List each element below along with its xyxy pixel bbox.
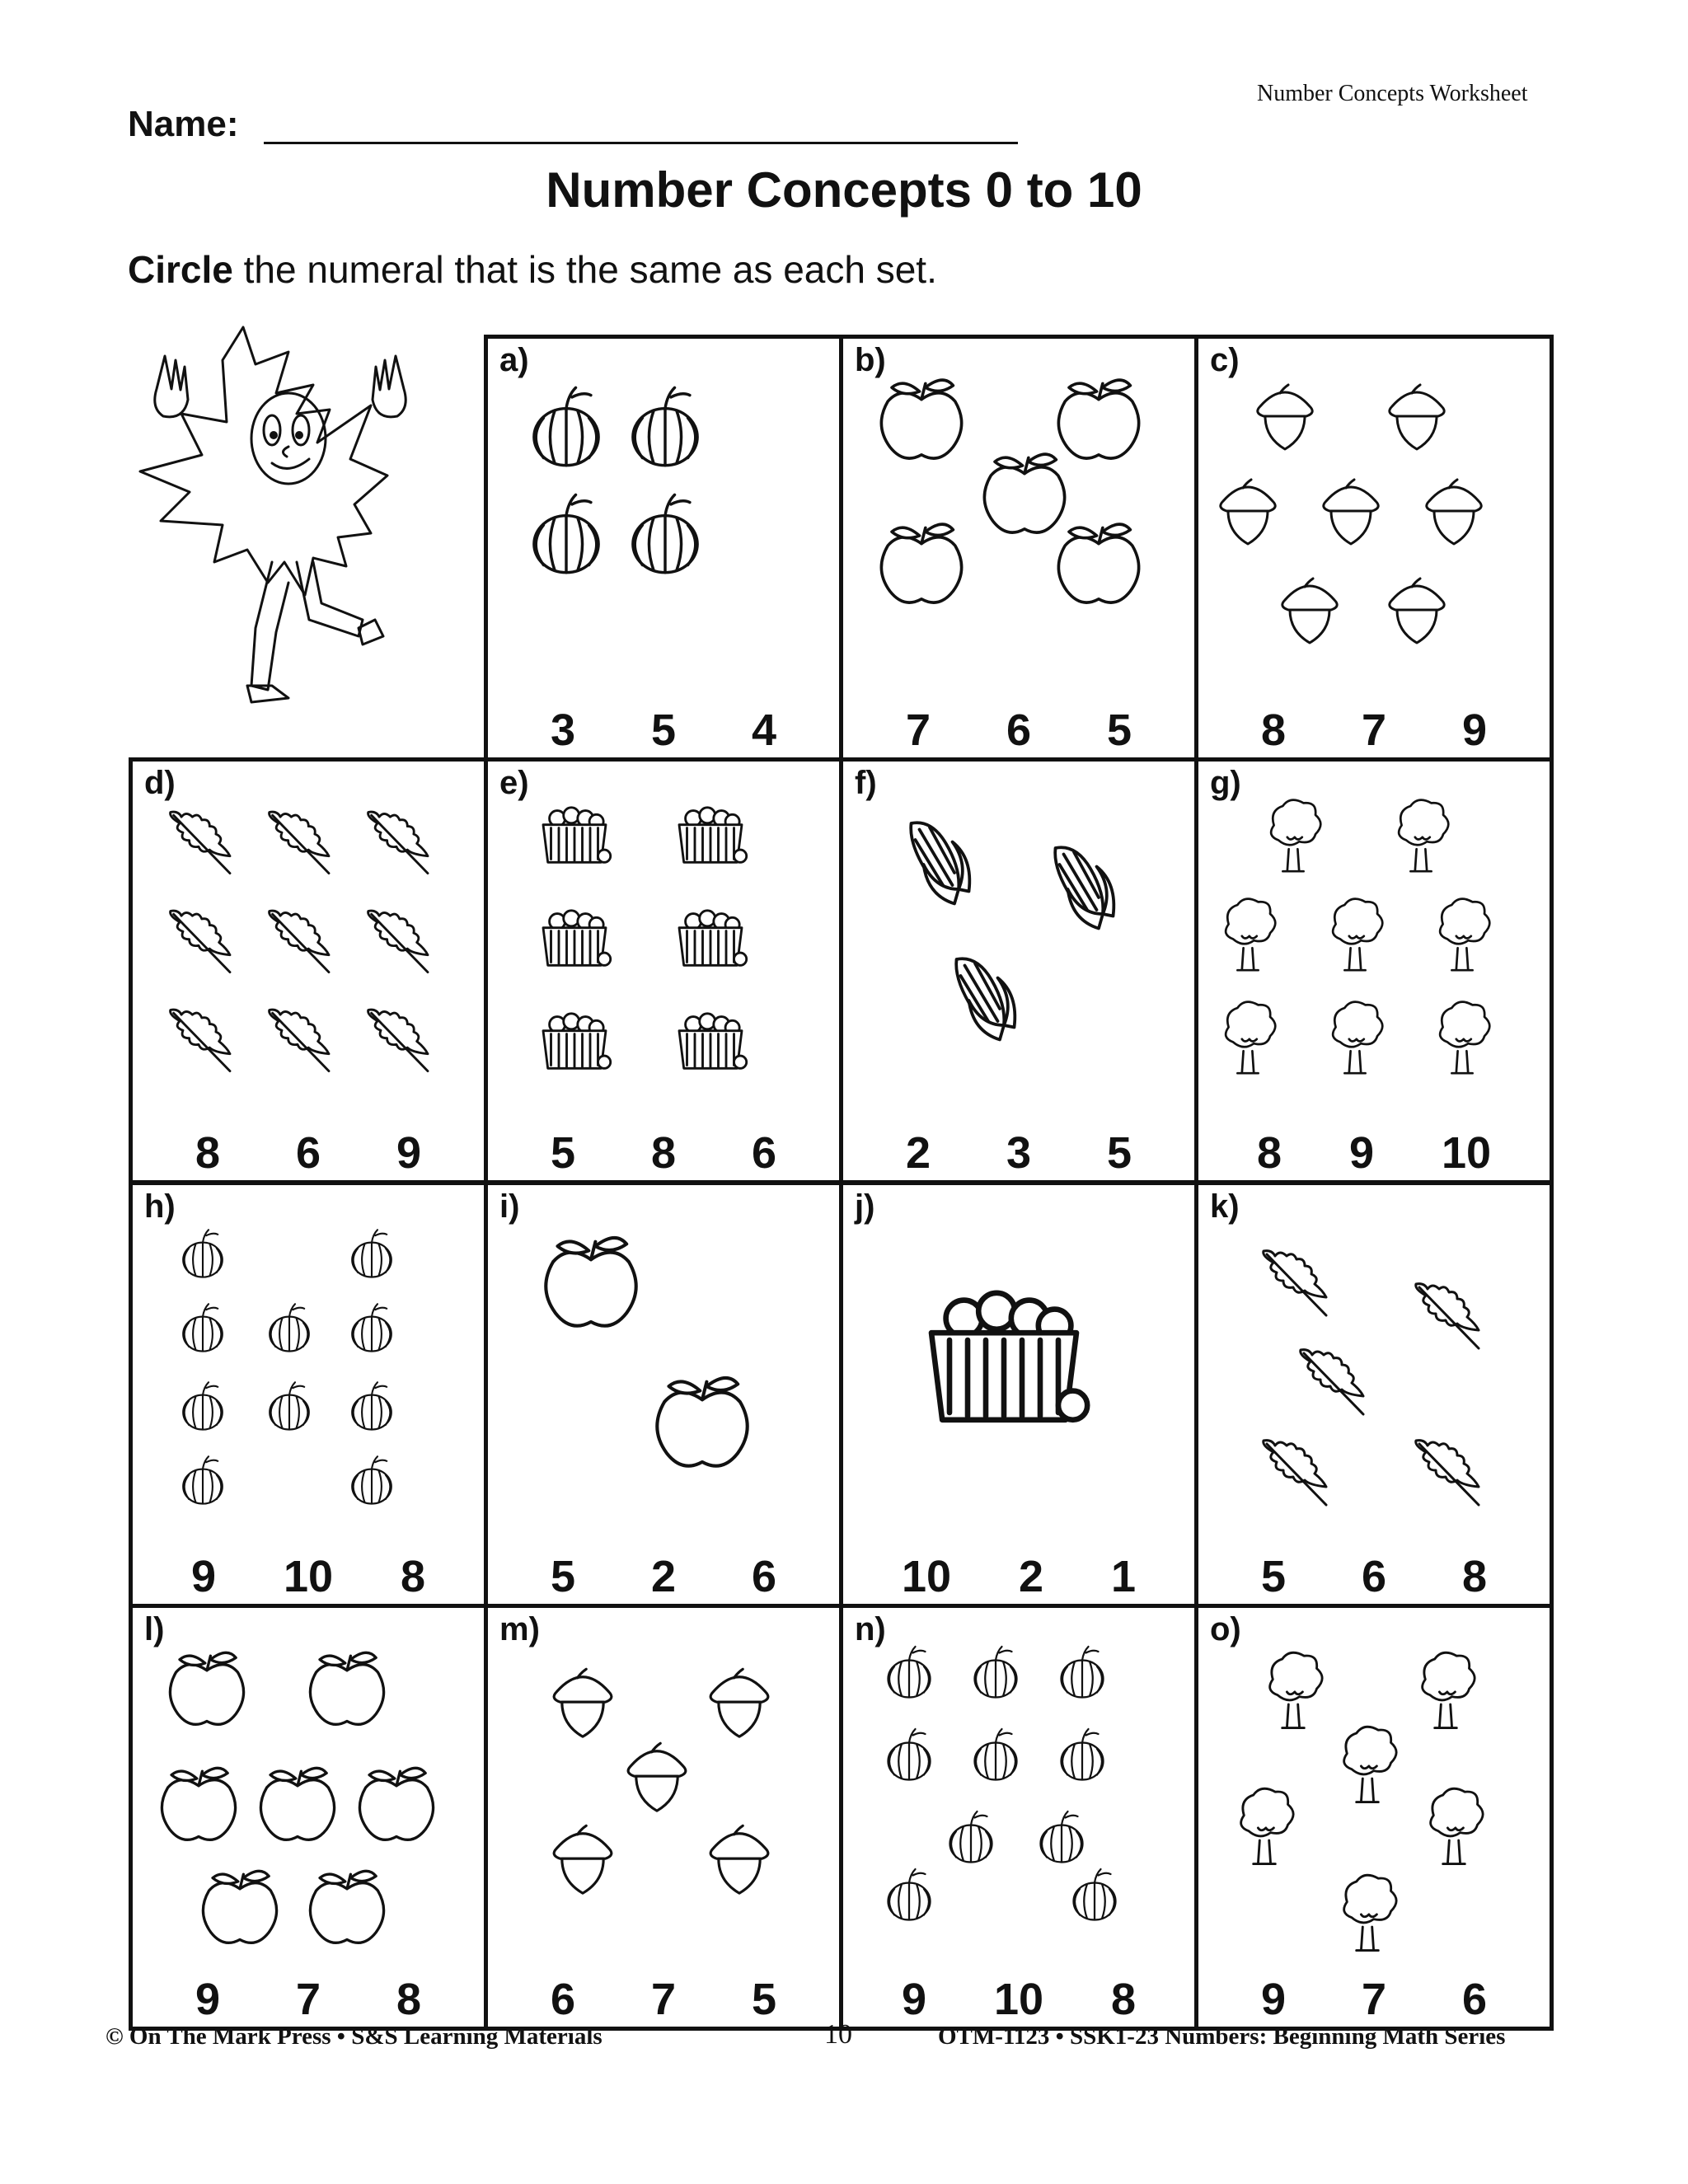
acorn-icon (1390, 385, 1444, 449)
answer-choices (843, 700, 1194, 755)
item-set (843, 1608, 1194, 1961)
leaf-icon (1416, 1284, 1479, 1348)
apple-icon (1058, 380, 1138, 458)
problem-label: f) (855, 765, 877, 801)
acorn-icon (554, 1669, 612, 1736)
corn-icon (956, 958, 1015, 1039)
problem-label: c) (1210, 342, 1240, 378)
acorn-icon (1324, 480, 1378, 544)
apple-icon (546, 1238, 635, 1326)
answer-choice[interactable]: 10 (283, 1552, 334, 1601)
item-set (133, 1185, 484, 1538)
leaf-icon (1264, 1441, 1326, 1505)
item-set (488, 339, 839, 691)
acorn-icon (710, 1669, 768, 1736)
acorn-icon (628, 1743, 686, 1811)
answer-choices (133, 1969, 484, 2022)
pumpkin-icon (270, 1304, 309, 1351)
item-set (1198, 1185, 1550, 1538)
apple-icon (1058, 524, 1138, 602)
problem-label: m) (499, 1611, 540, 1647)
answer-choice[interactable]: 9 (901, 1975, 927, 2024)
leaf-icon (171, 812, 230, 873)
item-set (488, 762, 839, 1114)
answer-choice[interactable]: 8 (1110, 1975, 1137, 2024)
leaf-icon (368, 911, 428, 972)
tree-icon (1270, 1652, 1323, 1727)
leaf-icon (368, 812, 428, 873)
apple-icon (984, 454, 1064, 532)
leaf-icon (270, 812, 329, 873)
answer-choice[interactable]: 3 (1006, 1128, 1032, 1178)
apple-icon (260, 1768, 334, 1840)
footer-series: OTM-1123 • SSK1-23 Numbers: Beginning Math Series (938, 2023, 1506, 2050)
worksheet-header-note: Number Concepts Worksheet (1257, 81, 1528, 106)
problem-label: a) (499, 342, 529, 378)
answer-choice[interactable]: 10 (1441, 1128, 1492, 1178)
answer-choice[interactable]: 10 (993, 1975, 1044, 2024)
problem-cell (129, 757, 488, 1184)
answer-choice[interactable]: 4 (751, 705, 777, 755)
tree-icon (1344, 1727, 1397, 1802)
pumpkin-icon (352, 1304, 392, 1351)
answer-choice[interactable]: 8 (650, 1128, 677, 1178)
problem-label: o) (1210, 1611, 1241, 1647)
problem-label: b) (855, 342, 886, 378)
answer-choice[interactable]: 2 (1018, 1552, 1044, 1601)
tree-icon (1241, 1788, 1294, 1863)
pumpkin-icon (183, 1456, 223, 1503)
problem-cell (484, 1181, 843, 1608)
problem-label: l) (144, 1611, 165, 1647)
pumpkin-icon (633, 387, 697, 465)
pumpkin-icon (889, 1647, 931, 1698)
basket-icon (543, 1014, 611, 1069)
leaf-icon (171, 911, 230, 972)
acorn-icon (710, 1825, 768, 1893)
apple-icon (203, 1871, 276, 1943)
tree-icon (1344, 1875, 1397, 1950)
pumpkin-icon (270, 1382, 309, 1429)
leaf-icon (368, 1010, 428, 1071)
problem-label: n) (855, 1611, 886, 1647)
basket-icon (679, 911, 747, 966)
answer-choice[interactable]: 9 (396, 1128, 422, 1178)
answer-choices (133, 1546, 484, 1599)
problem-cell (839, 335, 1198, 762)
item-set (488, 1608, 839, 1961)
apple-icon (359, 1768, 433, 1840)
acorn-icon (1390, 579, 1444, 643)
problem-cell (839, 1181, 1198, 1608)
tree-icon (1226, 899, 1275, 971)
pumpkin-icon (1041, 1811, 1083, 1863)
answer-choice[interactable]: 3 (550, 705, 576, 755)
apple-icon (657, 1378, 747, 1466)
answer-choices (1198, 700, 1550, 755)
answer-choices (133, 1122, 484, 1178)
problem-cell (484, 335, 843, 762)
leaf-icon (171, 1010, 230, 1071)
answer-choice[interactable]: 7 (1361, 705, 1387, 755)
basket-icon (679, 808, 747, 863)
item-set (1198, 762, 1550, 1114)
leaf-icon (270, 1010, 329, 1071)
tree-icon (1399, 800, 1448, 872)
leaf-icon (270, 911, 329, 972)
pumpkin-icon (534, 387, 598, 465)
answer-choices (488, 1122, 839, 1178)
apple-icon (881, 524, 961, 602)
pumpkin-icon (889, 1729, 931, 1780)
apple-icon (881, 380, 961, 458)
answer-choice[interactable]: 5 (1260, 1552, 1287, 1601)
tree-icon (1423, 1652, 1475, 1727)
answer-choice[interactable]: 5 (1106, 1128, 1132, 1178)
answer-choice[interactable]: 6 (1006, 705, 1032, 755)
answer-choice[interactable]: 10 (901, 1552, 952, 1601)
corn-icon (911, 823, 969, 903)
answer-choice[interactable]: 6 (1361, 1552, 1387, 1601)
apple-icon (170, 1652, 243, 1724)
answer-choices (1198, 1969, 1550, 2022)
problem-label: d) (144, 765, 176, 801)
answer-choice[interactable]: 9 (190, 1552, 217, 1601)
answer-choices (488, 700, 839, 755)
answer-choice[interactable]: 5 (550, 1128, 576, 1178)
pumpkin-icon (352, 1230, 392, 1277)
leaf-icon (1301, 1350, 1363, 1414)
answer-choice[interactable]: 2 (905, 1128, 931, 1178)
problem-grid (129, 335, 1550, 2024)
item-set (843, 1185, 1194, 1538)
basket-icon (679, 1014, 747, 1069)
problem-cell (1194, 1604, 1554, 2031)
answer-choice[interactable]: 5 (1106, 705, 1132, 755)
pumpkin-icon (1062, 1729, 1104, 1780)
pumpkin-icon (1062, 1647, 1104, 1698)
pumpkin-icon (534, 494, 598, 572)
answer-choices (843, 1122, 1194, 1178)
answer-choices (843, 1546, 1194, 1599)
answer-choice[interactable]: 7 (295, 1975, 321, 2024)
problem-cell (129, 1181, 488, 1608)
problem-label: h) (144, 1188, 176, 1225)
acorn-icon (554, 1825, 612, 1893)
apple-icon (162, 1768, 235, 1840)
answer-choice[interactable]: 2 (650, 1552, 677, 1601)
item-set (133, 762, 484, 1114)
leaf-icon (1416, 1441, 1479, 1505)
tree-icon (1440, 1002, 1489, 1074)
answer-choice[interactable]: 9 (1260, 1975, 1287, 2024)
apple-icon (310, 1871, 383, 1943)
tree-icon (1431, 1788, 1484, 1863)
name-label: Name: (128, 104, 239, 144)
answer-choice[interactable]: 6 (751, 1128, 777, 1178)
instruction-verb: Circle (128, 248, 233, 291)
item-set (1198, 339, 1550, 691)
footer-page-number: 10 (824, 2019, 852, 2050)
pumpkin-icon (352, 1456, 392, 1503)
answer-choice[interactable]: 8 (195, 1128, 221, 1178)
acorn-icon (1221, 480, 1275, 544)
pumpkin-icon (183, 1230, 223, 1277)
problem-label: k) (1210, 1188, 1240, 1225)
answer-choices (1198, 1122, 1550, 1178)
problem-cell (839, 1604, 1198, 2031)
problem-cell (129, 1604, 488, 2031)
item-set (843, 762, 1194, 1114)
answer-choice[interactable]: 6 (295, 1128, 321, 1178)
pumpkin-icon (183, 1304, 223, 1351)
item-set (488, 1185, 839, 1538)
answer-choices (488, 1969, 839, 2022)
answer-choice[interactable]: 5 (751, 1975, 777, 2024)
page-title: Number Concepts 0 to 10 (546, 162, 1142, 218)
basket-icon (931, 1293, 1087, 1420)
leaf-icon (1264, 1251, 1326, 1315)
instruction-text: the numeral that is the same as each set. (232, 248, 937, 291)
answer-choice[interactable]: 7 (650, 1975, 677, 2024)
answer-choice[interactable]: 5 (550, 1552, 576, 1601)
item-set (1198, 1608, 1550, 1961)
answer-choice[interactable]: 1 (1110, 1552, 1137, 1601)
pumpkin-icon (183, 1382, 223, 1429)
footer-publisher: © On The Mark Press • S&S Learning Materials (106, 2023, 603, 2050)
pumpkin-icon (633, 494, 697, 572)
instruction (128, 247, 937, 292)
pumpkin-icon (950, 1811, 992, 1863)
problem-cell (839, 757, 1198, 1184)
answer-choices (488, 1546, 839, 1599)
pumpkin-icon (975, 1647, 1017, 1698)
apple-icon (310, 1652, 383, 1724)
pumpkin-icon (975, 1729, 1017, 1780)
problem-label: e) (499, 765, 529, 801)
problem-cell (484, 757, 843, 1184)
answer-choice[interactable]: 8 (396, 1975, 422, 2024)
tree-icon (1333, 899, 1382, 971)
answer-choice[interactable]: 9 (1461, 705, 1488, 755)
problem-label: g) (1210, 765, 1241, 801)
answer-choice[interactable]: 9 (195, 1975, 221, 2024)
problem-cell (484, 1604, 843, 2031)
answer-choice[interactable]: 9 (1348, 1128, 1374, 1178)
answer-choice[interactable]: 7 (905, 705, 931, 755)
problem-label: j) (855, 1188, 875, 1225)
answer-choice[interactable]: 6 (1461, 1975, 1488, 2024)
acorn-icon (1427, 480, 1481, 544)
answer-choice[interactable]: 8 (400, 1552, 426, 1601)
basket-icon (543, 808, 611, 863)
basket-icon (543, 911, 611, 966)
acorn-icon (1282, 579, 1337, 643)
problem-label: i) (499, 1188, 520, 1225)
tree-icon (1271, 800, 1320, 872)
answer-choice[interactable]: 6 (550, 1975, 576, 2024)
answer-choice[interactable]: 5 (650, 705, 677, 755)
answer-choice[interactable]: 8 (1461, 1552, 1488, 1601)
tree-icon (1333, 1002, 1382, 1074)
item-set (133, 1608, 484, 1961)
answer-choices (843, 1969, 1194, 2022)
answer-choice[interactable]: 6 (751, 1552, 777, 1601)
name-line[interactable] (264, 142, 1018, 144)
problem-cell (1194, 335, 1554, 762)
answer-choice[interactable]: 8 (1256, 1128, 1282, 1178)
pumpkin-icon (352, 1382, 392, 1429)
corn-icon (1055, 847, 1114, 928)
answer-choices (1198, 1546, 1550, 1599)
answer-choice[interactable]: 7 (1361, 1975, 1387, 2024)
tree-icon (1440, 899, 1489, 971)
problem-cell (1194, 757, 1554, 1184)
item-set (843, 339, 1194, 691)
acorn-icon (1258, 385, 1312, 449)
pumpkin-icon (889, 1869, 931, 1920)
answer-choice[interactable]: 8 (1260, 705, 1287, 755)
pumpkin-icon (1074, 1869, 1116, 1920)
tree-icon (1226, 1002, 1275, 1074)
problem-cell (1194, 1181, 1554, 1608)
